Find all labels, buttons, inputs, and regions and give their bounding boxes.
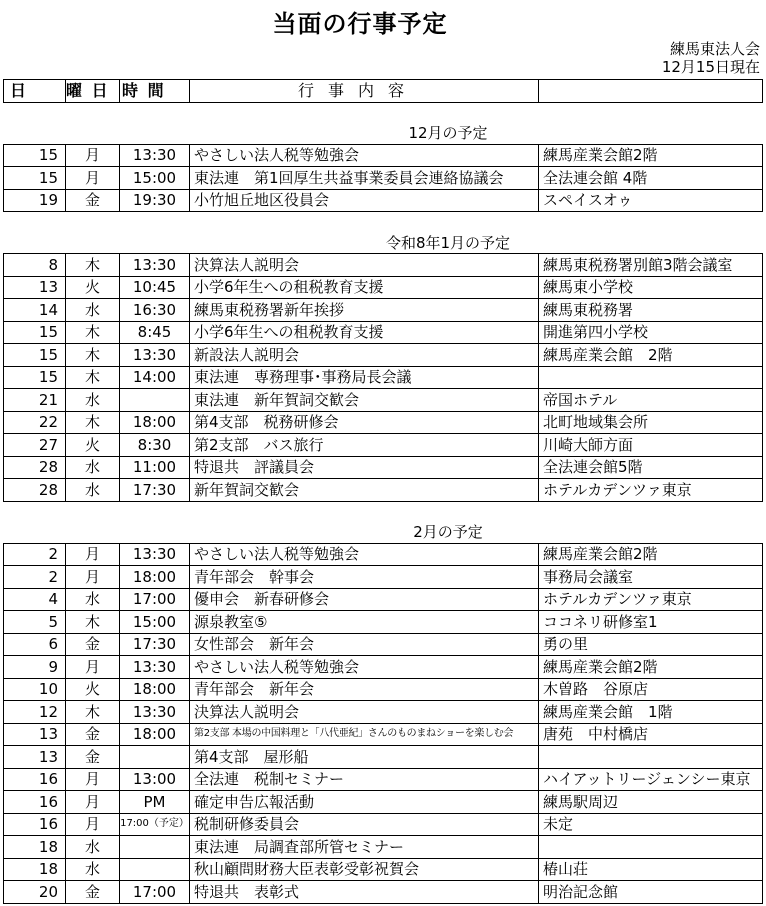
time-cell [120,858,190,881]
section-spacer [4,212,763,233]
event-cell: やさしい法人税等勉強会 [190,144,539,167]
weekday-cell: 金 [66,881,120,904]
place-cell: 勇の里 [539,633,763,656]
event-cell: 優申会 新春研修会 [190,588,539,611]
event-cell: 第4支部 税務研修会 [190,411,539,434]
place-cell: 椿山荘 [539,858,763,881]
schedule-body [4,80,763,904]
event-cell: 源泉教室⑤ [190,611,539,634]
time-cell [120,836,190,859]
spacer-cell [4,212,763,233]
event-cell: 東法連 専務理事･事務局長会議 [190,366,539,389]
weekday-cell: 水 [66,588,120,611]
event-cell: 青年部会 新年会 [190,678,539,701]
header-time: 時 間 [120,80,190,103]
place-cell: スペイスオゥ [539,189,763,212]
event-cell: 特退共 評議員会 [190,456,539,479]
section-heading: 12月の予定 [4,123,763,145]
section-spacer [4,102,763,123]
place-cell: 唐苑 中村橋店 [539,723,763,746]
event-cell: 全法連 税制セミナー [190,768,539,791]
day-cell: 18 [4,836,66,859]
organization-name: 練馬東法人会 [669,40,760,58]
event-cell: 第2支部 本場の中国料理と「八代亜紀」さんのものまねショーを楽しむ会 [190,723,539,746]
spacer-cell [4,102,763,123]
day-cell: 15 [4,144,66,167]
table-row [4,701,763,724]
event-cell: 女性部会 新年会 [190,633,539,656]
event-cell: 第4支部 屋形船 [190,746,539,769]
header-dow: 曜 日 [66,80,120,103]
place-cell [539,366,763,389]
event-cell: やさしい法人税等勉強会 [190,656,539,679]
spacer-cell [4,501,763,522]
day-cell: 13 [4,746,66,769]
time-cell: 19:30 [120,189,190,212]
weekday-cell: 木 [66,611,120,634]
day-cell: 15 [4,167,66,190]
weekday-cell: 金 [66,746,120,769]
time-cell: 18:00 [120,566,190,589]
time-cell: 17:30 [120,479,190,502]
table-row [4,768,763,791]
table-row [4,611,763,634]
time-cell: 8:45 [120,321,190,344]
weekday-cell: 木 [66,344,120,367]
day-cell: 21 [4,389,66,412]
place-cell: 練馬産業会館 2階 [539,344,763,367]
table-row [4,813,763,836]
table-row [4,479,763,502]
place-cell: 練馬東税務署別館3階会議室 [539,254,763,277]
time-cell: 8:30 [120,434,190,457]
weekday-cell: 水 [66,479,120,502]
weekday-cell: 水 [66,836,120,859]
time-cell: 17:00（予定） [120,813,190,836]
weekday-cell: 火 [66,276,120,299]
header-event: 行事内容 [190,80,539,103]
weekday-cell: 月 [66,566,120,589]
weekday-cell: 水 [66,456,120,479]
time-cell [120,389,190,412]
day-cell: 9 [4,656,66,679]
day-cell: 16 [4,791,66,814]
event-cell: 確定申告広報活動 [190,791,539,814]
table-row [4,836,763,859]
place-cell: 北町地域集会所 [539,411,763,434]
table-row [4,189,763,212]
time-cell: 15:00 [120,611,190,634]
table-row [4,299,763,322]
time-cell: 13:30 [120,344,190,367]
time-cell: 18:00 [120,411,190,434]
day-cell: 14 [4,299,66,322]
place-cell: ハイアットリージェンシー東京 [539,768,763,791]
weekday-cell: 木 [66,411,120,434]
place-cell: 練馬産業会館2階 [539,543,763,566]
place-cell: 未定 [539,813,763,836]
place-cell: 練馬産業会館2階 [539,144,763,167]
weekday-cell: 火 [66,678,120,701]
table-row [4,588,763,611]
time-cell: 13:00 [120,768,190,791]
place-cell [539,836,763,859]
place-cell: 練馬東税務署 [539,299,763,322]
event-cell: 税制研修委員会 [190,813,539,836]
day-cell: 19 [4,189,66,212]
table-row [4,723,763,746]
day-cell: 22 [4,411,66,434]
place-cell: 全法連会館 4階 [539,167,763,190]
time-cell: 18:00 [120,678,190,701]
table-row [4,254,763,277]
event-cell: やさしい法人税等勉強会 [190,543,539,566]
weekday-cell: 水 [66,858,120,881]
time-cell: 13:30 [120,254,190,277]
place-cell: 練馬駅周辺 [539,791,763,814]
event-cell: 小学6年生への租税教育支援 [190,276,539,299]
event-cell: 練馬東税務署新年挨拶 [190,299,539,322]
event-cell: 決算法人説明会 [190,701,539,724]
time-cell: 17:00 [120,588,190,611]
section-heading-row [4,123,763,145]
time-cell: 13:30 [120,656,190,679]
as-of-date: 12月15日現在 [661,58,760,76]
table-row [4,344,763,367]
table-row [4,566,763,589]
time-cell: 13:30 [120,144,190,167]
weekday-cell: 月 [66,768,120,791]
event-cell: 東法連 局調査部所管セミナー [190,836,539,859]
day-cell: 2 [4,566,66,589]
place-cell: 明治記念館 [539,881,763,904]
day-cell: 4 [4,588,66,611]
table-row [4,881,763,904]
event-cell: 決算法人説明会 [190,254,539,277]
weekday-cell: 水 [66,299,120,322]
section-heading-row [4,522,763,544]
weekday-cell: 金 [66,633,120,656]
table-row [4,144,763,167]
place-cell: 全法連会館5階 [539,456,763,479]
weekday-cell: 水 [66,389,120,412]
place-cell: 木曽路 谷原店 [539,678,763,701]
event-cell: 第2支部 バス旅行 [190,434,539,457]
table-row [4,276,763,299]
weekday-cell: 金 [66,723,120,746]
table-row [4,167,763,190]
day-cell: 5 [4,611,66,634]
day-cell: 15 [4,344,66,367]
place-cell: 川崎大師方面 [539,434,763,457]
weekday-cell: 月 [66,813,120,836]
weekday-cell: 木 [66,366,120,389]
table-row [4,456,763,479]
event-cell: 小竹旭丘地区役員会 [190,189,539,212]
table-row [4,411,763,434]
section-spacer [4,501,763,522]
event-cell: 青年部会 幹事会 [190,566,539,589]
day-cell: 28 [4,479,66,502]
table-row [4,858,763,881]
event-cell: 特退共 表彰式 [190,881,539,904]
table-row [4,543,763,566]
section-heading-row [4,232,763,254]
place-cell: 練馬産業会館2階 [539,656,763,679]
day-cell: 2 [4,543,66,566]
event-cell: 新年賀詞交歓会 [190,479,539,502]
day-cell: 15 [4,321,66,344]
time-cell: 15:00 [120,167,190,190]
place-cell [539,746,763,769]
time-cell: 13:30 [120,543,190,566]
day-cell: 6 [4,633,66,656]
weekday-cell: 月 [66,144,120,167]
header-info [662,40,760,76]
event-cell: 秋山顧問財務大臣表彰受彰祝賀会 [190,858,539,881]
day-cell: 13 [4,276,66,299]
weekday-cell: 木 [66,701,120,724]
day-cell: 27 [4,434,66,457]
day-cell: 18 [4,858,66,881]
schedule-table [3,79,763,904]
time-cell: 13:30 [120,701,190,724]
day-cell: 8 [4,254,66,277]
table-header-row [4,80,763,103]
place-cell: 帝国ホテル [539,389,763,412]
day-cell: 16 [4,813,66,836]
place-cell: 事務局会議室 [539,566,763,589]
day-cell: 13 [4,723,66,746]
table-row [4,791,763,814]
time-cell: 18:00 [120,723,190,746]
event-cell: 新設法人説明会 [190,344,539,367]
day-cell: 28 [4,456,66,479]
section-heading: 令和8年1月の予定 [4,232,763,254]
table-row [4,321,763,344]
table-row [4,389,763,412]
header-day: 日 [4,80,66,103]
page-title: 当面の行事予定 [272,10,448,38]
time-cell: PM [120,791,190,814]
time-cell [120,746,190,769]
section-heading: 2月の予定 [4,522,763,544]
place-cell: ホテルカデンツァ東京 [539,479,763,502]
table-row [4,434,763,457]
weekday-cell: 月 [66,791,120,814]
time-cell: 11:00 [120,456,190,479]
header-place [539,80,763,103]
time-cell: 14:00 [120,366,190,389]
time-cell: 17:30 [120,633,190,656]
day-cell: 20 [4,881,66,904]
weekday-cell: 月 [66,656,120,679]
weekday-cell: 月 [66,167,120,190]
event-cell: 東法連 第1回厚生共益事業委員会連絡協議会 [190,167,539,190]
weekday-cell: 月 [66,543,120,566]
day-cell: 16 [4,768,66,791]
table-row [4,366,763,389]
place-cell: 練馬産業会館 1階 [539,701,763,724]
day-cell: 15 [4,366,66,389]
event-cell: 東法連 新年賀詞交歓会 [190,389,539,412]
weekday-cell: 火 [66,434,120,457]
weekday-cell: 木 [66,254,120,277]
event-cell: 小学6年生への租税教育支援 [190,321,539,344]
place-cell: 練馬東小学校 [539,276,763,299]
table-row [4,633,763,656]
place-cell: ホテルカデンツァ東京 [539,588,763,611]
time-cell: 17:00 [120,881,190,904]
place-cell: 開進第四小学校 [539,321,763,344]
table-row [4,656,763,679]
weekday-cell: 木 [66,321,120,344]
time-cell: 16:30 [120,299,190,322]
day-cell: 10 [4,678,66,701]
table-row [4,746,763,769]
place-cell: ココネリ研修室1 [539,611,763,634]
time-cell: 10:45 [120,276,190,299]
weekday-cell: 金 [66,189,120,212]
table-row [4,678,763,701]
day-cell: 12 [4,701,66,724]
